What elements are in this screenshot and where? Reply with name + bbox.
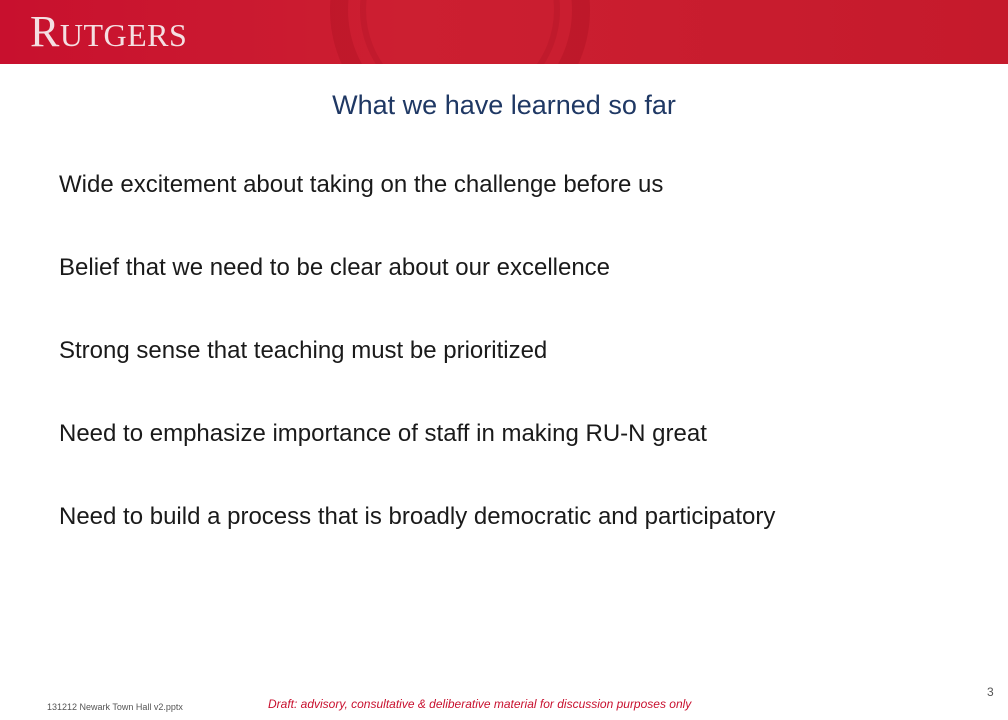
logo-rest: UTGERS (59, 17, 188, 53)
footer-filename: 131212 Newark Town Hall v2.pptx (47, 702, 183, 712)
rutgers-logo (30, 7, 188, 57)
seal-watermark-inner (360, 0, 560, 64)
bullet-item: Wide excitement about taking on the challenge before us (59, 171, 664, 198)
page-number: 3 (987, 685, 994, 699)
bullet-item: Strong sense that teaching must be prioritized (59, 337, 548, 364)
slide-title: What we have learned so far (332, 90, 676, 120)
bullet-item: Belief that we need to be clear about our excellence (59, 254, 611, 281)
logo-initial: R (30, 7, 60, 56)
bullet-item: Need to build a process that is broadly democratic and participatory (59, 503, 776, 530)
bullet-list (59, 170, 775, 585)
bullet-item: Need to emphasize importance of staff in making RU-N great (59, 420, 707, 447)
footer-disclaimer: Draft: advisory, consultative & deliberative material for discussion purposes only (268, 697, 692, 711)
header-banner (0, 0, 1008, 64)
